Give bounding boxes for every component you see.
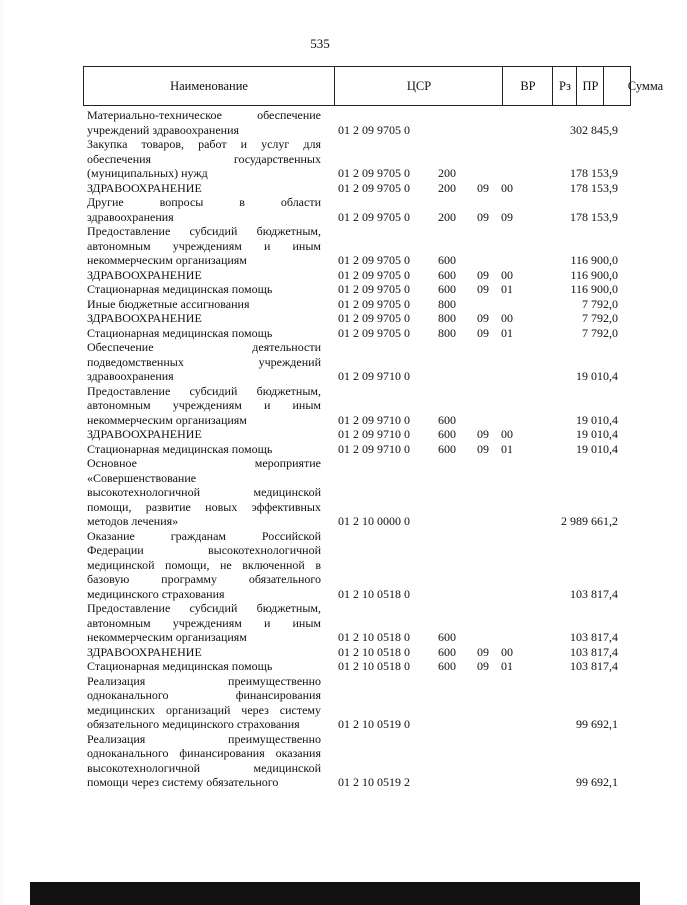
row-csr: 01 2 09 9705 0 — [338, 325, 410, 340]
row-vr: 200 — [438, 180, 456, 195]
row-csr: 01 2 10 0518 0 — [338, 586, 410, 601]
row-name-line: Предоставление субсидий бюджетным, — [87, 601, 321, 615]
row-vr: 600 — [438, 644, 456, 659]
row-name-line: «Совершенствование — [87, 470, 197, 485]
row-vr: 800 — [438, 296, 456, 311]
row-name — [87, 137, 321, 181]
row-csr: 01 2 09 9710 0 — [338, 369, 410, 383]
row-name-line: здравоохранения — [87, 209, 174, 224]
table-row — [0, 282, 640, 297]
row-name-line: автономным учреждениям и иным — [87, 615, 321, 630]
row-name — [87, 181, 321, 196]
row-sum: 7 792,0 — [582, 325, 618, 340]
row-name — [87, 224, 321, 268]
row-name — [87, 456, 321, 529]
row-sum: 178 153,9 — [570, 180, 618, 195]
row-name-line: Иные бюджетные ассигнования — [87, 296, 250, 311]
row-name-line: здравоохранения — [87, 369, 174, 383]
row-name-line: методов лечения» — [87, 514, 179, 528]
row-name-line: ЗДРАВООХРАНЕНИЕ — [87, 427, 202, 441]
row-rz: 09 — [477, 267, 489, 282]
row-rz: 09 — [477, 282, 489, 296]
row-name-line: некоммерческим организациям — [87, 253, 247, 267]
row-name-line: медицинских организаций через систему — [87, 702, 321, 717]
row-vr: 600 — [438, 659, 456, 673]
row-csr: 01 2 09 9705 0 — [338, 253, 410, 267]
table-row — [0, 108, 640, 137]
row-name-line: ЗДРАВООХРАНЕНИЕ — [87, 311, 202, 325]
row-name — [87, 427, 321, 442]
table-row — [0, 674, 640, 732]
row-sum: 7 792,0 — [582, 296, 618, 311]
header-name: Наименование — [170, 79, 248, 93]
row-csr: 01 2 09 9705 0 — [338, 282, 410, 296]
row-sum: 302 845,9 — [570, 122, 618, 137]
row-sum: 99 692,1 — [576, 775, 618, 789]
table-row — [0, 456, 640, 529]
row-pr: 00 — [501, 267, 513, 282]
row-name-line: Другие вопросы в области — [87, 195, 321, 209]
row-csr: 01 2 09 9705 0 — [338, 296, 410, 311]
row-name-line: помощи через систему обязательного — [87, 775, 279, 789]
row-sum: 103 817,4 — [570, 586, 618, 601]
row-sum: 116 900,0 — [570, 253, 618, 267]
header-sum-label: Сумма — [603, 67, 687, 105]
row-pr: 00 — [501, 427, 513, 441]
row-name — [87, 282, 321, 297]
row-name-line: Стационарная медицинская помощь — [87, 325, 273, 340]
row-sum: 19 010,4 — [576, 427, 618, 441]
row-sum: 116 900,0 — [570, 267, 618, 282]
row-name-line: Федерации высокотехнологичной — [87, 543, 321, 557]
row-vr: 800 — [438, 311, 456, 325]
row-csr: 01 2 09 9705 0 — [338, 209, 410, 224]
table-row — [0, 224, 640, 268]
row-vr: 600 — [438, 253, 456, 267]
row-name — [87, 340, 321, 384]
table-row — [0, 601, 640, 645]
row-name — [87, 384, 321, 428]
row-sum: 19 010,4 — [576, 412, 618, 427]
row-vr: 800 — [438, 325, 456, 340]
row-name-line: Материально-техническое обеспечение — [87, 108, 321, 122]
row-name-line: Основное мероприятие — [87, 456, 321, 470]
page-number: 535 — [310, 36, 330, 51]
row-name-line: Закупка товаров, работ и услуг для — [87, 137, 321, 151]
row-name-line: ЗДРАВООХРАНЕНИЕ — [87, 180, 202, 195]
row-name-line: Реализация преимущественно — [87, 673, 321, 688]
table-row — [0, 645, 640, 660]
table-row — [0, 659, 640, 674]
row-rz: 09 — [477, 325, 489, 340]
row-name-line: Стационарная медицинская помощь — [87, 282, 273, 296]
row-sum: 103 817,4 — [570, 659, 618, 673]
row-name-line: ЗДРАВООХРАНЕНИЕ — [87, 644, 202, 659]
table-header — [83, 66, 664, 106]
row-name — [87, 645, 321, 660]
row-name-line: подведомственных учреждений — [87, 354, 321, 369]
row-name — [87, 297, 321, 312]
row-name-line: обязательного медицинского страхования — [87, 717, 300, 731]
row-name-line: Предоставление субсидий бюджетным, — [87, 383, 321, 398]
row-sum: 116 900,0 — [570, 282, 618, 296]
row-pr: 00 — [501, 644, 513, 659]
row-csr: 01 2 09 9710 0 — [338, 412, 410, 427]
row-csr: 01 2 10 0518 0 — [338, 644, 410, 659]
row-name-line: некоммерческим организациям — [87, 630, 247, 644]
table-row — [0, 732, 640, 790]
row-name-line: обеспечения государственных — [87, 151, 321, 166]
row-csr: 01 2 09 9705 0 — [338, 122, 410, 137]
table-body — [0, 108, 640, 790]
row-vr: 600 — [438, 630, 456, 644]
table-row — [0, 442, 640, 457]
row-name-line: высокотехнологичной медицинской — [87, 485, 321, 499]
row-name — [87, 732, 321, 790]
row-name-line: одноканального финансирования — [87, 688, 321, 702]
row-vr: 600 — [438, 267, 456, 282]
row-rz: 09 — [477, 427, 489, 441]
row-pr: 09 — [501, 209, 513, 224]
header-csr: ЦСР — [334, 67, 503, 105]
row-sum: 7 792,0 — [582, 311, 618, 325]
header-pr: ПР — [576, 67, 604, 105]
row-name — [87, 601, 321, 645]
row-sum: 19 010,4 — [576, 441, 618, 456]
row-rz: 09 — [477, 659, 489, 673]
row-csr: 01 2 10 0518 0 — [338, 630, 410, 644]
row-pr: 00 — [501, 180, 513, 195]
row-name-line: учреждений здравоохранения — [87, 122, 240, 137]
row-pr: 01 — [501, 325, 513, 340]
row-vr: 200 — [438, 209, 456, 224]
row-name-line: медицинской помощи, не включенной в — [87, 557, 321, 572]
header-rz: Рз — [552, 67, 577, 105]
row-vr: 600 — [438, 427, 456, 441]
row-name-line: Оказание гражданам Российской — [87, 528, 321, 543]
row-name-line: Реализация преимущественно — [87, 731, 321, 746]
row-name-line: автономным учреждениям и иным — [87, 238, 321, 253]
row-sum: 19 010,4 — [576, 369, 618, 383]
row-name — [87, 195, 321, 224]
row-name-line: помощи, развитие новых эффективных — [87, 499, 321, 514]
row-name-line: Стационарная медицинская помощь — [87, 441, 273, 456]
table-row — [0, 195, 640, 224]
row-pr: 01 — [501, 659, 513, 673]
row-vr: 600 — [438, 282, 456, 296]
table-row — [0, 297, 640, 312]
row-rz: 09 — [477, 209, 489, 224]
row-name-line: одноканального финансирования оказания — [87, 746, 321, 760]
row-csr: 01 2 10 0519 2 — [338, 775, 410, 789]
row-csr: 01 2 10 0519 0 — [338, 717, 410, 731]
row-name-line: некоммерческим организациям — [87, 412, 247, 427]
row-rz: 09 — [477, 311, 489, 325]
row-name — [87, 326, 321, 341]
table-row — [0, 340, 640, 384]
row-name — [87, 268, 321, 283]
row-name — [87, 311, 321, 326]
table-row — [0, 137, 640, 181]
row-vr: 200 — [438, 166, 456, 180]
row-csr: 01 2 10 0518 0 — [338, 659, 410, 673]
row-sum: 103 817,4 — [570, 644, 618, 659]
row-name-line: Предоставление субсидий бюджетным, — [87, 224, 321, 238]
row-name — [87, 659, 321, 674]
row-csr: 01 2 09 9710 0 — [338, 427, 410, 441]
scan-border — [30, 882, 640, 905]
row-vr: 600 — [438, 412, 456, 427]
row-vr: 600 — [438, 441, 456, 456]
row-rz: 09 — [477, 644, 489, 659]
table-row — [0, 326, 640, 341]
row-name-line: (муниципальных) нужд — [87, 166, 208, 180]
row-csr: 01 2 09 9705 0 — [338, 311, 410, 325]
row-name — [87, 529, 321, 602]
row-rz: 09 — [477, 441, 489, 456]
row-csr: 01 2 10 0000 0 — [338, 514, 410, 528]
header-vr: ВР — [502, 67, 553, 105]
row-name-line: автономным учреждениям и иным — [87, 398, 321, 412]
row-name-line: Стационарная медицинская помощь — [87, 659, 273, 673]
row-sum: 103 817,4 — [570, 630, 618, 644]
row-pr: 01 — [501, 282, 513, 296]
table-row — [0, 384, 640, 428]
row-sum: 178 153,9 — [570, 209, 618, 224]
table-row — [0, 529, 640, 602]
row-pr: 01 — [501, 441, 513, 456]
table-row — [0, 181, 640, 196]
row-name-line: ЗДРАВООХРАНЕНИЕ — [87, 267, 202, 282]
row-name — [87, 442, 321, 457]
table-row — [0, 427, 640, 442]
row-sum: 2 989 661,2 — [561, 514, 618, 528]
row-csr: 01 2 09 9705 0 — [338, 180, 410, 195]
row-sum: 99 692,1 — [576, 717, 618, 731]
row-name-line: Обеспечение деятельности — [87, 340, 321, 354]
row-pr: 00 — [501, 311, 513, 325]
row-sum: 178 153,9 — [570, 166, 618, 180]
row-rz: 09 — [477, 180, 489, 195]
row-name-line: базовую программу обязательного — [87, 572, 321, 586]
table-row — [0, 268, 640, 283]
row-csr: 01 2 09 9705 0 — [338, 267, 410, 282]
row-csr: 01 2 09 9705 0 — [338, 166, 410, 180]
row-csr: 01 2 09 9710 0 — [338, 441, 410, 456]
table-row — [0, 311, 640, 326]
row-name-line: медицинского страхования — [87, 586, 225, 601]
row-name — [87, 674, 321, 732]
row-name — [87, 108, 321, 137]
row-name-line: высокотехнологичной медицинской — [87, 760, 321, 775]
